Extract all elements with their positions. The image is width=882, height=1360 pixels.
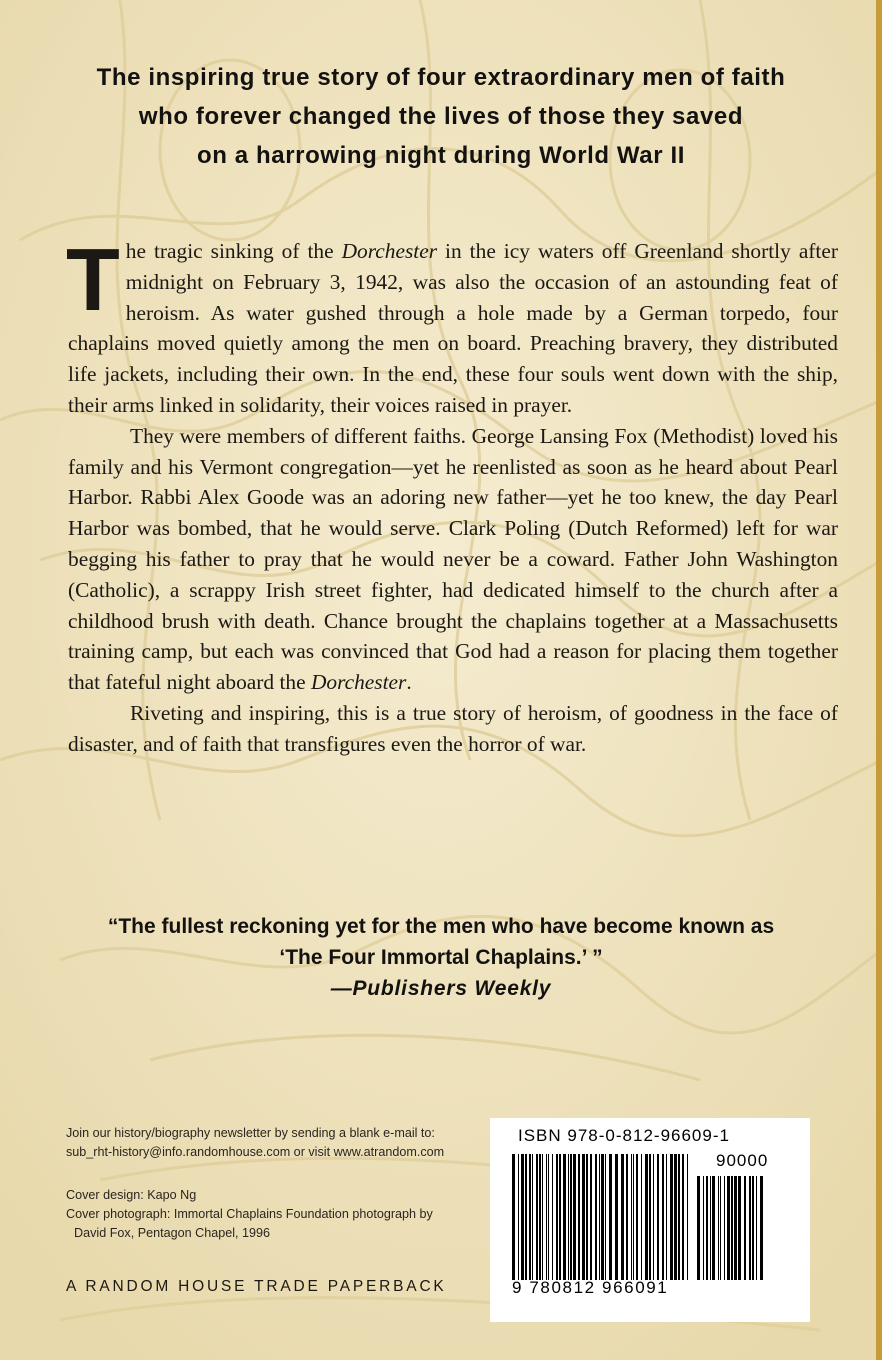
cover-credits bbox=[66, 1186, 486, 1243]
newsletter-line-2: sub_rht-history@info.randomhouse.com or visit www.atrandom.com bbox=[66, 1145, 445, 1159]
p1-text-b: in the icy waters off Greenland shortly after midnight on February 3, 1942, was also the occasion of an astounding feat of heroism. As water gushed through a hole made by a German torpedo, four chaplains moved quietly among the men on board. Preaching bravery, they distributed life jackets, including their own. In the end, these four souls went down with the ship, their arms linked in solidarity, their voices raised in prayer. bbox=[68, 239, 838, 417]
tagline-line-1: The inspiring true story of four extraordinary men of faith bbox=[96, 64, 786, 91]
ship-name: Dorchester bbox=[310, 670, 407, 695]
quote-line-1: “The fullest reckoning yet for the men who have become known as bbox=[107, 915, 775, 938]
price-code: 90000 bbox=[716, 1151, 769, 1170]
p1-text-a: he tragic sinking of the bbox=[125, 239, 342, 263]
publisher-imprint: A RANDOM HOUSE TRADE PAPERBACK bbox=[66, 1278, 447, 1295]
synopsis-paragraph-1 bbox=[66, 230, 838, 421]
quote-line-2: ‘The Four Immortal Chaplains.’ ” bbox=[279, 946, 603, 969]
barcode-box bbox=[490, 1118, 810, 1322]
tagline bbox=[30, 58, 852, 175]
newsletter-line-1: Join our history/biography newsletter by sending a blank e-mail to: bbox=[66, 1126, 435, 1140]
synopsis bbox=[66, 230, 838, 760]
p2-text-b: . bbox=[406, 670, 412, 695]
tagline-line-3: on a harrowing night during World War II bbox=[197, 142, 685, 169]
cover-design-credit: Cover design: Kapo Ng bbox=[66, 1188, 197, 1202]
p2-text-a: They were members of different faiths. George Lansing Fox (Methodist) loved his family and his Vermont congregation—yet he reenlisted as soon as he heard about Pearl Harbor. Rabbi Alex Goode was an adoring new father—yet he too knew, the day Pearl Harbor was bombed, that he would serve. Clark Poling (Dutch Reformed) left for war begging his father to pray that he would never be a coward. Father John Washington (Catholic), a scrappy Irish street fighter, had dedicated himself to the church after a childhood brush with death. Chance brought the chaplains together at a Massachusetts training camp, but each was convinced that God had a reason for placing them together that fateful night aboard the bbox=[68, 423, 838, 695]
isbn-number: ISBN 978-0-812-96609-1 bbox=[518, 1126, 730, 1145]
newsletter-note bbox=[66, 1124, 486, 1162]
synopsis-paragraph-3: Riveting and inspiring, this is a true story of heroism, of goodness in the face of disaster, and of faith that transfigures even the horror of war. bbox=[68, 700, 838, 756]
ship-name: Dorchester bbox=[341, 239, 438, 263]
ean-digits: 9 780812 966091 bbox=[512, 1278, 669, 1297]
quote-attribution: —Publishers Weekly bbox=[330, 977, 552, 1000]
drop-cap: T bbox=[66, 230, 120, 329]
synopsis-paragraph-2 bbox=[68, 421, 838, 698]
cover-photo-credit: Cover photograph: Immortal Chaplains Foundation photograph by bbox=[66, 1207, 433, 1221]
ean-barcode bbox=[512, 1154, 688, 1280]
spine-edge bbox=[876, 0, 882, 1360]
cover-photo-credit-cont: David Fox, Pentagon Chapel, 1996 bbox=[74, 1226, 271, 1240]
tagline-line-2: who forever changed the lives of those they saved bbox=[138, 103, 744, 130]
review-quote bbox=[60, 911, 822, 1004]
price-barcode bbox=[697, 1176, 765, 1280]
